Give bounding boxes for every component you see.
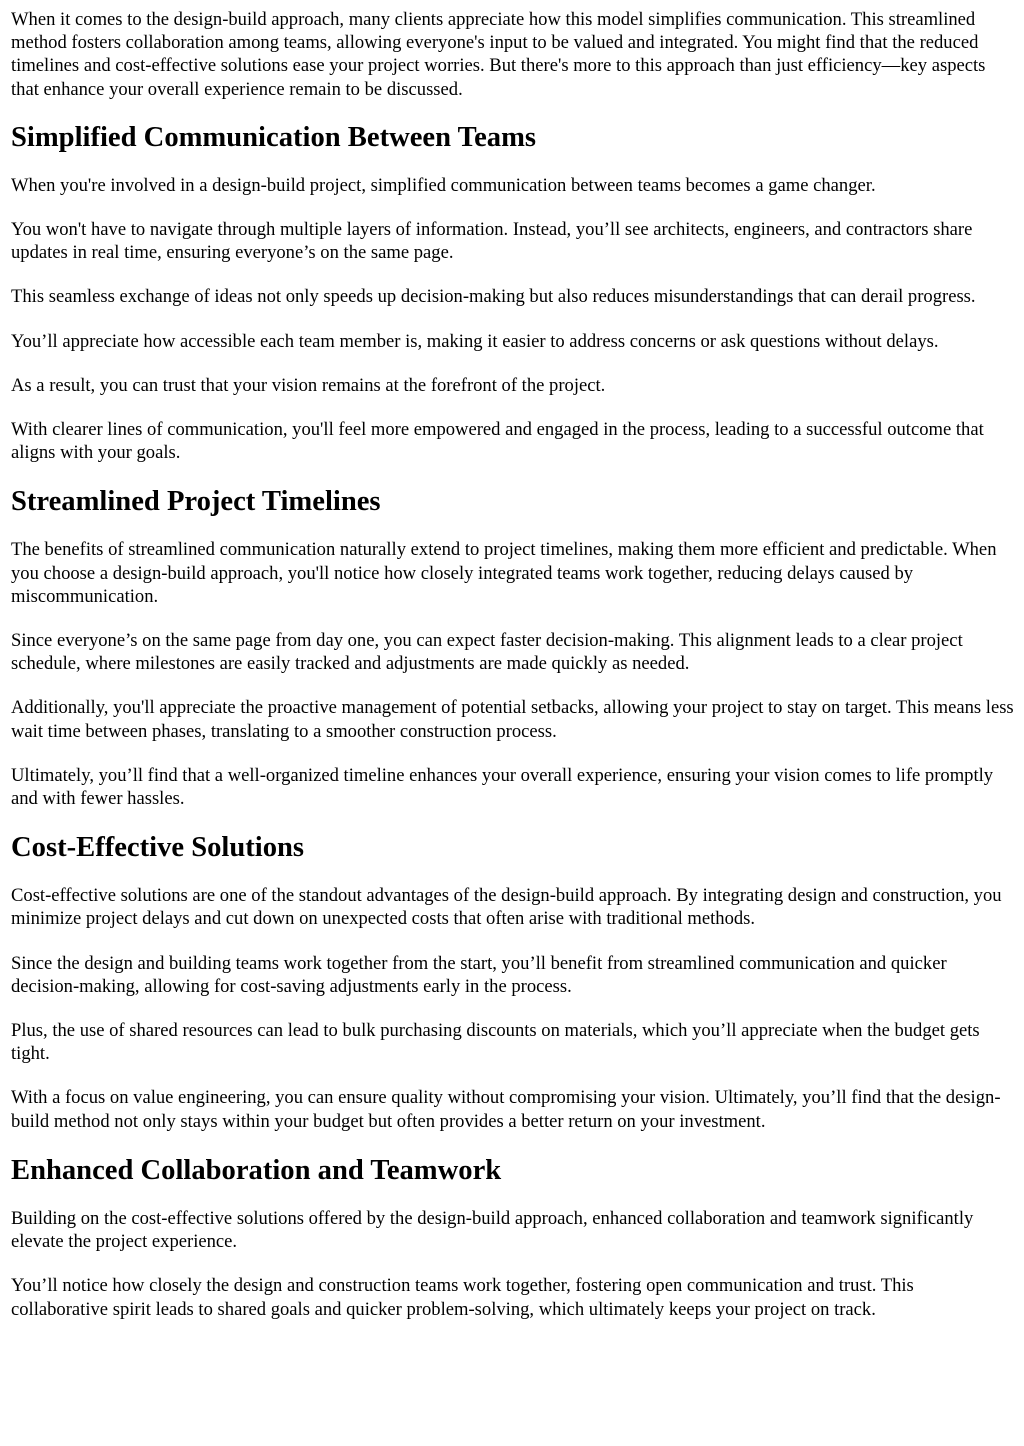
section-heading: Enhanced Collaboration and Teamwork: [11, 1154, 502, 1186]
section-paragraph: Cost-effective solutions are one of the standout advantages of the design-build approach. By integrating design and construction, you minimize project delays and cut down on unexpected costs that often arise with traditional methods.: [11, 885, 1002, 930]
intro-paragraph: When it comes to the design-build approach, many clients appreciate how this model simplifies communication. This streamlined method fosters collaboration among teams, allowing everyone's input to be valued and integrated. You might find that the reduced timelines and cost-effective solutions ease your project worries. But there's more to this approach than just efficiency—key aspects that enhance your overall experience remain to be discussed.: [11, 9, 986, 100]
section-paragraph: Ultimately, you’ll find that a well-organized timeline enhances your overall experience, ensuring your vision comes to life promptly and with fewer hassles.: [11, 764, 994, 810]
section-paragraph: Since the design and building teams work together from the start, you’ll benefit from streamlined communication and quicker decision-making, allowing for cost-saving adjustments early in the process.: [11, 952, 947, 997]
section-simplified-communication: [11, 121, 1014, 465]
section-heading: Cost-Effective Solutions: [11, 832, 305, 864]
section-cost-effective-solutions: [11, 831, 1014, 1133]
section-paragraph: Building on the cost-effective solutions offered by the design-build approach, enhanced collaboration and teamwork significantly elevate the project experience.: [11, 1207, 974, 1253]
section-paragraph: You’ll notice how closely the design and construction teams work together, fostering open communication and trust. This collaborative spirit leads to shared goals and quicker problem-solving, which ultimately keeps your project on track.: [11, 1275, 914, 1320]
section-paragraph: You’ll appreciate how accessible each team member is, making it easier to address concerns or ask questions without delays.: [11, 330, 939, 352]
section-paragraph: With clearer lines of communication, you'll feel more empowered and engaged in the process, leading to a successful outcome that aligns with your goals.: [11, 419, 984, 464]
section-enhanced-collaboration: [11, 1154, 1014, 1321]
section-heading: Streamlined Project Timelines: [11, 486, 381, 518]
section-paragraph: When you're involved in a design-build project, simplified communication between teams becomes a game changer.: [11, 174, 876, 196]
section-streamlined-timelines: [11, 485, 1014, 810]
section-paragraph: Plus, the use of shared resources can lead to bulk purchasing discounts on materials, which you’ll appreciate when the budget gets tight.: [11, 1020, 980, 1065]
section-paragraph: With a focus on value engineering, you can ensure quality without compromising your vision. Ultimately, you’ll find that the design-build method not only stays within your budget but often provides a better return on your investment.: [11, 1087, 1001, 1132]
section-paragraph: As a result, you can trust that your vision remains at the forefront of the project.: [11, 374, 606, 396]
section-paragraph: This seamless exchange of ideas not only speeds up decision-making but also reduces misunderstandings that can derail progress.: [11, 286, 976, 308]
section-paragraph: Additionally, you'll appreciate the proactive management of potential setbacks, allowing your project to stay on target. This means less wait time between phases, translating to a smoother construction process.: [11, 697, 1014, 742]
section-paragraph: You won't have to navigate through multiple layers of information. Instead, you’ll see architects, engineers, and contractors share updates in real time, ensuring everyone’s on the same page.: [11, 219, 973, 264]
section-paragraph: Since everyone’s on the same page from day one, you can expect faster decision-making. This alignment leads to a clear project schedule, where milestones are easily tracked and adjustments are made quickly as needed.: [11, 630, 963, 675]
section-heading: Simplified Communication Between Teams: [11, 121, 537, 153]
section-paragraph: The benefits of streamlined communication naturally extend to project timelines, making them more efficient and predictable. When you choose a design-build approach, you'll notice how closely integrated teams work together, reducing delays caused by miscommunication.: [11, 539, 997, 607]
